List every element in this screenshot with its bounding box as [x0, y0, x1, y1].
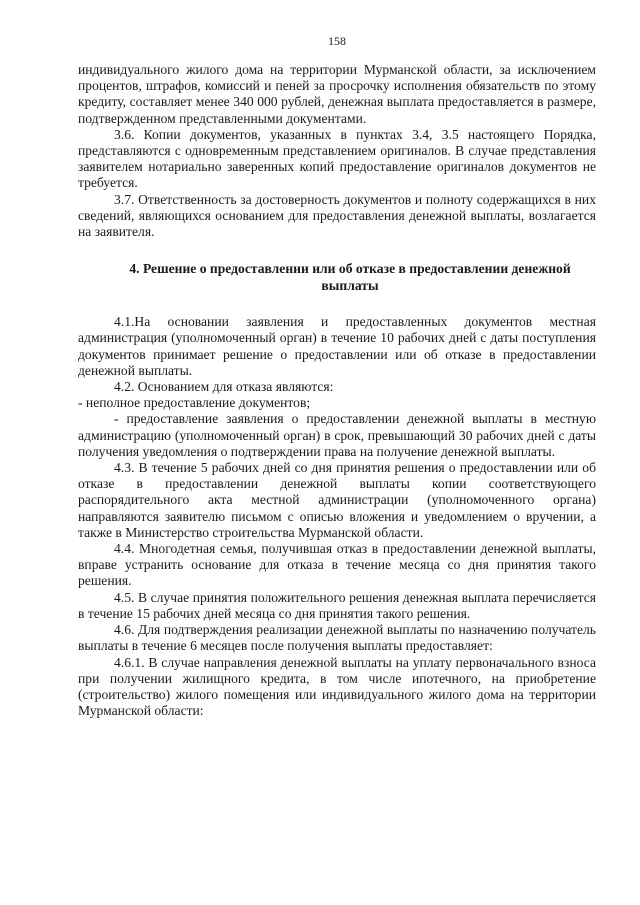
- paragraph-4-2: 4.2. Основанием для отказа являются:: [114, 379, 334, 395]
- section-heading: 4. Решение о предоставлении или об отказе в предоставлении денежной выплаты: [129, 261, 571, 294]
- paragraph-4-4: 4.4. Многодетная семья, получившая отказ в предоставлении денежной выплаты, вправе устранить основание для отказа в течение месяца со дня принятия такого решения.: [78, 541, 596, 589]
- paragraph-continuation: индивидуального жилого дома на территории Мурманской области, за исключением процентов, штрафов, комиссий и пеней за просрочку исполнения обязательств по этому кредиту, составляет менее 340 000 рублей, денежная выплата предоставляется в размере, подтвержденном представленными документами.: [78, 62, 596, 126]
- paragraph-3-6: 3.6. Копии документов, указанных в пунктах 3.4, 3.5 настоящего Порядка, представляются с одновременным представлением оригиналов. В случае представления заявителем нотариально заверенных копий предоставление оригиналов документов не требуется.: [78, 126, 596, 191]
- paragraph-4-1: 4.1.На основании заявления и предоставленных документов местная администрация (уполномоченный орган) в течение 10 рабочих дней с даты поступления документов принимает решение о предоставлении или об отказе в предоставлении денежной выплаты.: [78, 314, 596, 378]
- paragraph-4-5: 4.5. В случае принятия положительного решения денежная выплата перечисляется в течение 15 рабочих дней месяца со дня принятия такого решения.: [78, 589, 596, 621]
- paragraph-4-3: 4.3. В течение 5 рабочих дней со дня принятия решения о предоставлении или об отказе в предоставлении денежной выплаты копии соответствующего распорядительного акта местной администрации (уполномоченного органа) направляются заявителю письмом с описью вложения и уведомлением о вручении, а также в Министерство строительства Мурманской области.: [78, 460, 596, 540]
- paragraph-3-7: 3.7. Ответственность за достоверность документов и полноту содержащихся в них сведений, являющихся основанием для предоставления денежной выплаты, возлагается на заявителя.: [78, 191, 596, 240]
- list-item: - предоставление заявления о предоставлении денежной выплаты в местную администрацию (уполномоченный орган) в срок, превышающий 30 рабочих дней с даты получения уведомления о подтверждении права на получение денежной выплаты.: [78, 411, 596, 459]
- list-item: - неполное предоставление документов;: [78, 395, 311, 411]
- paragraph-4-6: 4.6. Для подтверждения реализации денежной выплаты по назначению получатель выплаты в течение 6 месяцев после получения выплаты предоставляет:: [78, 622, 596, 654]
- paragraph-4-6-1: 4.6.1. В случае направления денежной выплаты на уплату первоначального взноса при получении жилищного кредита, в том числе ипотечного, на приобретение (строительство) жилого помещения или индивидуального жилого дома на территории Мурманской области:: [78, 654, 596, 719]
- page-number: 158: [328, 34, 346, 48]
- text-before-heading: [78, 62, 596, 240]
- document-page: [78, 34, 596, 719]
- text-after-heading: [78, 314, 596, 719]
